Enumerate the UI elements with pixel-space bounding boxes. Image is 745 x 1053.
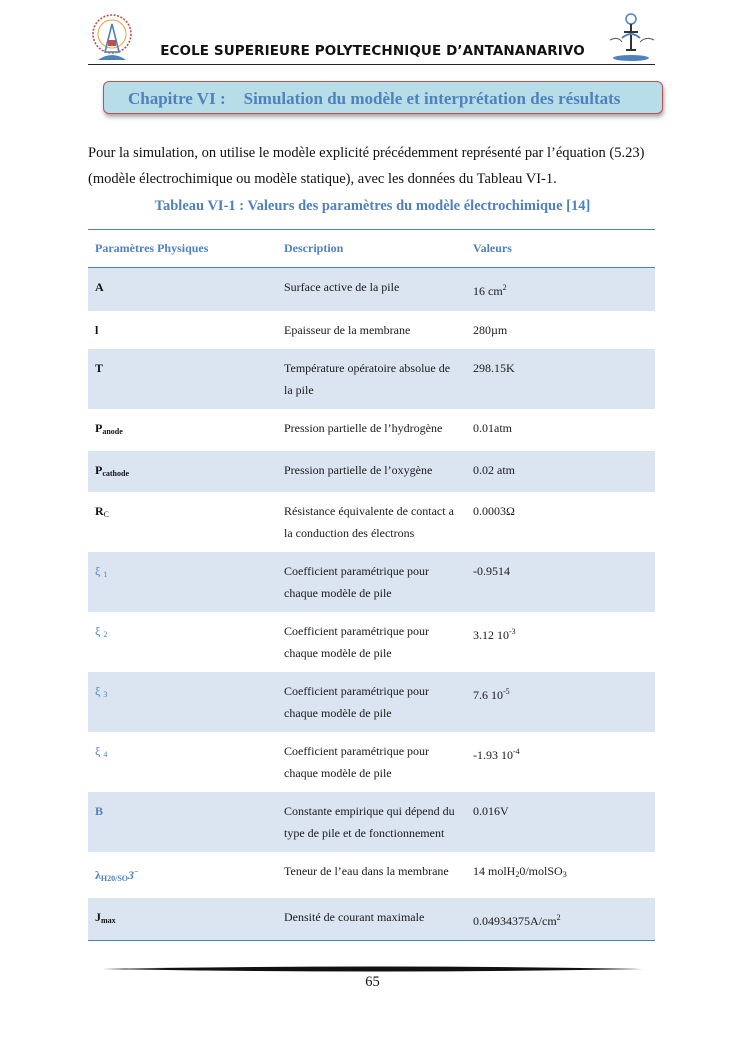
header-rule	[88, 64, 655, 65]
table-row	[88, 268, 655, 311]
table-row	[88, 311, 655, 350]
value-cell: 14 molH$_2$0/molSO$_3$	[473, 864, 567, 879]
value-cell: -1.93 $10^{-4}$	[473, 747, 520, 762]
param-cell: $J_{max}$	[88, 898, 277, 941]
value-cell: 280µm	[473, 322, 508, 337]
table-row	[88, 852, 655, 898]
page-number: 65	[365, 974, 380, 990]
desc-cell: Température opératoire absolue de la pile	[277, 349, 466, 409]
value-cell: 16 $cm^2$	[466, 268, 655, 311]
table-caption: Tableau VI-1 : Valeurs des paramètres du modèle électrochimique [14]	[154, 198, 591, 214]
table-row	[88, 732, 655, 792]
desc-cell: Coefficient paramétrique pour chaque modèle de pile	[277, 672, 466, 732]
paragraph-line: Pour la simulation, on utilise le modèle explicité précédemment représenté par l’équation (5.23)	[88, 145, 645, 161]
table-row	[88, 898, 655, 941]
value-cell: 0.0003Ω	[473, 504, 515, 518]
desc-cell: Constante empirique qui dépend du type de pile et de fonctionnement	[277, 792, 466, 852]
desc-cell: Surface active de la pile	[277, 268, 466, 311]
intro-paragraph	[88, 141, 658, 192]
param-cell: $P_{anode}$	[95, 421, 123, 436]
table-row	[88, 552, 655, 612]
paragraph-line: (modèle électrochimique ou modèle statique), avec les données du Tableau VI-1.	[88, 170, 557, 187]
param-cell: ξ $_3$	[88, 672, 277, 732]
chapter-title: Simulation du modèle et interprétation des résultats	[243, 89, 621, 108]
param-cell: l	[95, 322, 99, 337]
table-row	[88, 672, 655, 732]
table-row	[88, 492, 655, 552]
table-row	[88, 451, 655, 493]
param-cell: ξ $_2$	[95, 624, 108, 639]
header-values: Valeurs	[466, 230, 655, 268]
param-cell: ξ $_1$	[88, 552, 277, 612]
chapter-number: Chapitre VI :	[128, 89, 226, 108]
parameters-table	[88, 229, 655, 941]
value-cell: $0.04934375A/cm^2$	[466, 898, 655, 941]
desc-cell: Coefficient paramétrique pour chaque modèle de pile	[277, 552, 466, 612]
table-row	[88, 409, 655, 451]
chapter-banner	[103, 81, 663, 114]
table-row	[88, 349, 655, 409]
school-logo-right	[604, 10, 658, 68]
param-cell: $R_C$	[95, 504, 110, 519]
param-cell: B	[88, 792, 277, 852]
value-cell: 298.15K	[466, 349, 655, 409]
value-cell: 7.6 $10^{-5}$	[466, 672, 655, 732]
header-param: Paramètres Physiques	[88, 230, 277, 268]
table-row	[88, 792, 655, 852]
desc-cell: Epaisseur de la membrane	[284, 322, 411, 337]
table-header-row	[88, 230, 655, 268]
param-cell: T	[88, 349, 277, 409]
header-description: Description	[277, 230, 466, 268]
value-cell: 0.01atm	[473, 421, 512, 435]
value-cell: 0.02 atm	[466, 451, 655, 493]
desc-cell: Pression partielle de l’oxygène	[277, 451, 466, 493]
param-cell: A	[88, 268, 277, 311]
school-name: ECOLE SUPERIEURE POLYTECHNIQUE D’ANTANANARIVO	[160, 43, 585, 59]
desc-cell: Densité de courant maximale	[277, 898, 466, 941]
value-cell: 3.12 $10^{-3}$	[473, 627, 516, 642]
desc-cell: Coefficient paramétrique pour chaque modèle de pile	[284, 744, 430, 780]
param-cell: $\lambda_{H20/SO}3^-$	[95, 867, 139, 883]
table-row	[88, 612, 655, 672]
desc-cell: Coefficient paramétrique pour chaque modèle de pile	[284, 624, 430, 660]
desc-cell: Résistance équivalente de contact a la conduction des électrons	[284, 504, 454, 540]
param-cell: ξ $_4$	[95, 744, 108, 759]
desc-cell: Pression partielle de l’hydrogène	[284, 421, 443, 435]
value-cell: 0.016V	[466, 792, 655, 852]
value-cell: -0.9514	[466, 552, 655, 612]
desc-cell: Teneur de l’eau dans la membrane	[284, 864, 449, 878]
school-logo-left	[88, 12, 136, 68]
param-cell: $P_{cathode}$	[88, 451, 277, 493]
